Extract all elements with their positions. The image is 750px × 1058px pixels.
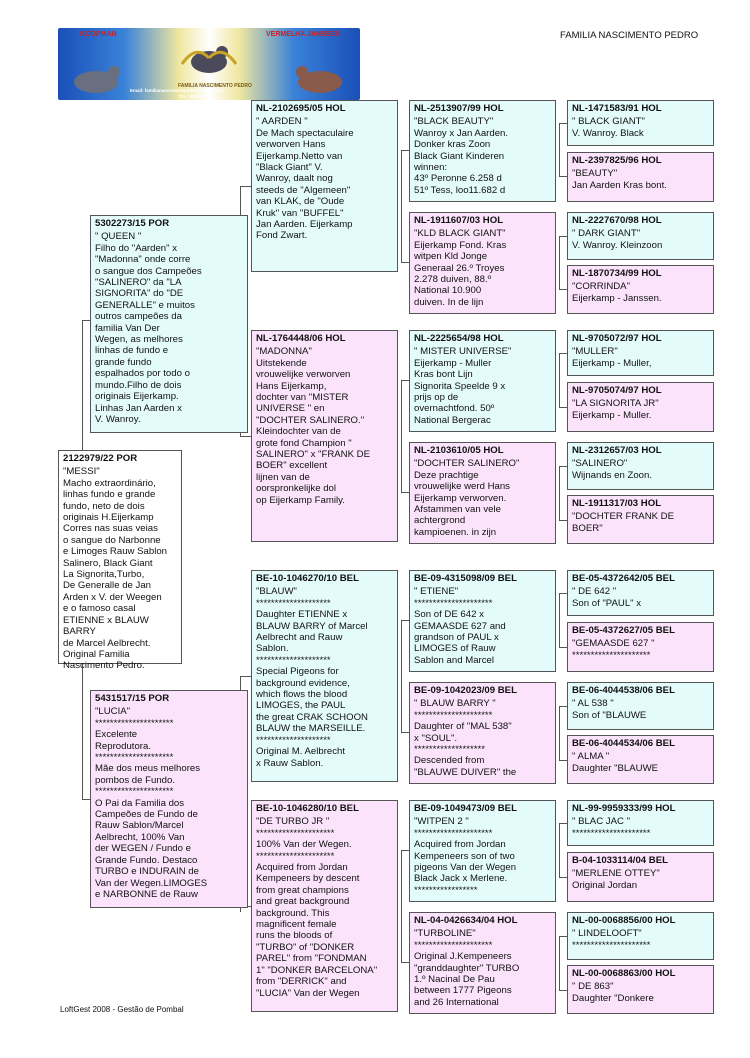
ring-number: NL-2513907/99 HOL (414, 103, 504, 114)
ring-number: BE-10-1046270/10 BEL (256, 573, 359, 584)
connector-line (559, 407, 567, 408)
ring-number: NL-99-9959333/99 HOL (572, 803, 676, 814)
pigeon-description: "KLD BLACK GIANT" Eijerkamp Fond. Kras witpen Kld Jonge Generaal 26.º Troyes 2.278 duiven, 88.º National 10.900 duiven. In de lijn (414, 228, 507, 308)
pigeon-description: " MISTER UNIVERSE" Eijerkamp - Muller Kras bont Lijn Signorita Speelde 9 x prijs op de overnachtfond. 50º National Bergerac (414, 346, 512, 426)
ring-number: NL-04-0426634/04 HOL (414, 915, 518, 926)
pigeon-description: "MADONNA" Uitstekende vrouwelijke verworven Hans Eijerkamp, dochter van "MISTER UNIVERSE " en "DOCHTER SALINERO." Kleindochter van de grote fond Champion " SALINERO" x "FRANK DE BOER" excellent lijnen van de oorspronkelijke dol op Eijerkamp Family. (256, 346, 370, 506)
ring-number: NL-2312657/03 HOL (572, 445, 662, 456)
connector-line (401, 150, 409, 151)
ring-number: B-04-1033114/04 BEL (572, 855, 668, 866)
connector-line (401, 732, 409, 733)
connector-line (559, 760, 567, 761)
pedigree-box-gen5 (567, 800, 714, 846)
connector-line (559, 706, 560, 760)
pigeon-description: " DE 863" Daughter "Donkere (572, 981, 654, 1004)
pedigree-box-gen5 (567, 852, 714, 902)
pedigree-box-gen4 (409, 100, 556, 202)
connector-line (401, 380, 409, 381)
connector-line (559, 176, 567, 177)
connector-line (559, 123, 567, 124)
connector-line (401, 150, 402, 262)
pigeon-description: "MERLENE OTTEY" Original Jordan (572, 868, 660, 891)
pedigree-box-gen4 (409, 442, 556, 544)
connector-line (559, 236, 560, 289)
pedigree-box-gen4 (409, 800, 556, 902)
connector-line (240, 436, 251, 437)
pedigree-box-sire (90, 215, 248, 433)
pedigree-box-subject (58, 450, 182, 672)
connector-line (240, 186, 251, 187)
ring-number: BE-09-4315098/09 BEL (414, 573, 517, 584)
pedigree-box-gen5 (567, 912, 714, 960)
ring-number: NL-2227670/98 HOL (572, 215, 662, 226)
banner-email: Email: familianascimentopedro@gmail.com (130, 88, 224, 93)
connector-line (240, 186, 241, 215)
ring-number: 2122979/22 POR (63, 453, 138, 464)
pigeon-logo-icon (176, 34, 242, 84)
kennel-banner-logo (58, 28, 360, 100)
ring-number: BE-09-1049473/09 BEL (414, 803, 517, 814)
pedigree-box-gen5 (567, 382, 714, 432)
pigeon-description: "TURBOLINE" ********************* Original J.Kempeneers "granddaughter" TURBO 1.º Nacinal De Pau between 1777 Pigeons and 26 International (414, 928, 520, 1008)
pigeon-description: " QUEEN " Filho do "Aarden" x "Madonna" onde corre o sangue dos Campeões "SALINERO" da "LA SIGNORITA" do "DE GENERALLE" e muitos outros campeões da familia Van Der Wegen, as melhores linhas de fundo e grande fundo espalhados por todo o mundo.Filho de dois originais Eijerkamp. Linhas Jan Aarden x V. Wanroy. (95, 231, 202, 425)
connector-line (559, 466, 560, 520)
connector-line (559, 706, 567, 707)
ring-number: 5302273/15 POR (95, 218, 170, 229)
footer-credit: LoftGest 2008 - Gestão de Pombal (60, 1005, 184, 1014)
pigeon-description: " BLACK GIANT" V. Wanroy. Black (572, 116, 645, 139)
connector-line (401, 850, 402, 962)
connector-line (82, 799, 90, 800)
ring-number: BE-06-4044534/06 BEL (572, 738, 675, 749)
left-pigeon-photo-icon (66, 60, 126, 96)
pedigree-box-gen3 (251, 100, 398, 272)
pigeon-description: "LA SIGNORITA JR" Eijerkamp - Muller. (572, 398, 659, 421)
connector-line (401, 620, 409, 621)
connector-line (401, 850, 409, 851)
owner-name: FAMILIA NASCIMENTO PEDRO (560, 30, 699, 41)
pigeon-description: " BLAC JAC " ********************* (572, 816, 651, 839)
pigeon-description: "SALINERO" Wijnands en Zoon. (572, 458, 652, 481)
pigeon-description: "DOCHTER FRANK DE BOER" (572, 511, 675, 534)
pedigree-box-gen5 (567, 330, 714, 376)
connector-line (401, 492, 409, 493)
connector-line (240, 908, 241, 912)
pedigree-box-gen5 (567, 265, 714, 314)
ring-number: NL-1764448/06 HOL (256, 333, 346, 344)
pedigree-box-gen5 (567, 212, 714, 260)
ring-number: NL-9705074/97 HOL (572, 385, 662, 396)
connector-line (559, 466, 567, 467)
pedigree-box-gen5 (567, 495, 714, 544)
connector-line (559, 647, 567, 648)
pigeon-description: "DOCHTER SALINERO" Deze prachtige vrouwelijke werd Hans Eijerkamp verworven. Afstammen van vele achtergrond kampioenen. in zijn (414, 458, 520, 538)
connector-line (559, 236, 567, 237)
connector-line (559, 353, 567, 354)
pedigree-box-gen5 (567, 442, 714, 490)
connector-line (559, 520, 567, 521)
pedigree-box-gen4 (409, 912, 556, 1014)
pigeon-description: " LINDELOOFT" ********************* (572, 928, 651, 951)
pedigree-box-gen4 (409, 212, 556, 314)
banner-right-title: VERMELHA JANSSEN (266, 31, 341, 38)
connector-line (559, 593, 567, 594)
pigeon-description: " BLAUW BARRY " ********************* Daughter of "MAL 538" x "SOUL". ******************* Descended from "BLAUWE DUIVER" the (414, 698, 517, 778)
ring-number: 5431517/15 POR (95, 693, 170, 704)
connector-line (559, 936, 567, 937)
connector-line (82, 664, 83, 799)
connector-line (559, 353, 560, 407)
banner-phone: TEL: 939 457 672 (178, 94, 215, 99)
connector-line (401, 262, 409, 263)
banner-center-text: FAMILIA NASCIMENTO PEDRO (178, 83, 252, 89)
pedigree-box-gen5 (567, 100, 714, 146)
connector-line (82, 320, 83, 450)
pedigree-box-dam (90, 690, 248, 908)
pigeon-description: " DE 642 " Son of "PAUL" x (572, 586, 642, 609)
pedigree-box-gen3 (251, 800, 398, 1012)
pedigree-box-gen3 (251, 570, 398, 782)
connector-line (401, 380, 402, 492)
ring-number: NL-2225654/98 HOL (414, 333, 504, 344)
pigeon-description: " ETIENE" ********************* Son of DE 642 x GEMAASDE 627 and grandson of PAUL x LIMOGES of Rauw Sablon and Marcel (414, 586, 506, 666)
connector-line (401, 620, 402, 732)
pigeon-description: " ALMA " Daughter "BLAUWE (572, 751, 659, 774)
pedigree-box-gen3 (251, 330, 398, 542)
ring-number: NL-1911317/03 HOL (572, 498, 662, 509)
connector-line (559, 123, 560, 176)
ring-number: NL-9705072/97 HOL (572, 333, 662, 344)
connector-line (240, 676, 251, 677)
pedigree-box-gen5 (567, 152, 714, 202)
ring-number: BE-05-4372642/05 BEL (572, 573, 675, 584)
pedigree-box-gen4 (409, 330, 556, 432)
pigeon-description: "BLACK BEAUTY" Wanroy x Jan Aarden. Donker kras Zoon Black Giant Kinderen winnen: 43º Peronne 6.258 d 51º Tess, loo11.682 d (414, 116, 509, 196)
pigeon-description: "MULLER" Eijerkamp - Muller, (572, 346, 652, 369)
pigeon-description: "WITPEN 2 " ********************* Acquired from Jordan Kempeneers son of two pigeons Van der Wegen Black Jack x Merlene. ***************** (414, 816, 517, 896)
connector-line (559, 936, 560, 990)
pedigree-box-gen5 (567, 682, 714, 730)
connector-line (559, 823, 560, 877)
pigeon-description: "GEMAASDE 627 " ********************* (572, 638, 655, 661)
ring-number: BE-09-1042023/09 BEL (414, 685, 517, 696)
connector-line (559, 823, 567, 824)
connector-line (559, 877, 567, 878)
pigeon-description: " AL 538 " Son of "BLAUWE (572, 698, 647, 721)
pedigree-box-gen4 (409, 570, 556, 672)
right-pigeon-photo-icon (290, 60, 350, 96)
pedigree-box-gen5 (567, 622, 714, 672)
connector-line (240, 676, 241, 690)
ring-number: NL-2103610/05 HOL (414, 445, 504, 456)
pigeon-description: "BLAUW" ******************** Daughter ETIENNE x BLAUW BARRY of Marcel Aelbrecht and Rauw Sablon. ******************** Special Pigeons for background evidence, which flows the blood LIMOGES, the PAUL the great CRAK SCHOON BLAUW the MARSEILLE. ******************** Original M. Aelbrecht x Rauw Sablon. (256, 586, 368, 769)
ring-number: NL-2102695/05 HOL (256, 103, 346, 114)
connector-line (559, 990, 567, 991)
connector-line (559, 289, 567, 290)
connector-line (559, 593, 560, 647)
pigeon-description: "BEAUTY" Jan Aarden Kras bont. (572, 168, 667, 191)
ring-number: NL-00-0068863/00 HOL (572, 968, 676, 979)
pigeon-description: " AARDEN " De Mach spectaculaire verworven Hans Eijerkamp.Netto van "Black Giant" V. Wanroy, daalt nog steeds de "Algemeen" van KLAK, de "Oude Kruk" van "BUFFEL" Jan Aarden. Eijerkamp Fond Zwart. (256, 116, 354, 242)
pigeon-description: "LUCIA" ********************* Excelente Reprodutora. ********************* Mãe dos meus melhores pombos de Fundo. ********************* O Pai da Familia dos Campeões de Fundo de Rauw Sablon/Marcel Aelbrecht, 100% Van der WEGEN / Fundo e Grande Fundo. Destaco TURBO e INDURAIN de Van der Wegen.LIMOGES e NARBONNE de Rauw (95, 706, 208, 900)
ring-number: NL-1870734/99 HOL (572, 268, 662, 279)
pedigree-box-gen5 (567, 735, 714, 784)
ring-number: NL-2397825/96 HOL (572, 155, 662, 166)
connector-line (401, 962, 409, 963)
pigeon-description: "DE TURBO JR " ********************* 100% Van der Wegen. ********************* Acquired from Jordan Kempeneers by descent from great champions and great background background. This magnificent female runs the bloods of "TURBO" of "DONKER PAREL" from "FONDMAN 1" "DONKER BARCELONA" from "DERRICK" and "LUCIA" Van der Wegen (256, 816, 378, 999)
pigeon-description: " DARK GIANT" V. Wanroy. Kleinzoon (572, 228, 663, 251)
ring-number: BE-05-4372627/05 BEL (572, 625, 675, 636)
pedigree-box-gen5 (567, 965, 714, 1014)
connector-line (82, 320, 90, 321)
pedigree-box-gen5 (567, 570, 714, 616)
ring-number: NL-1911607/03 HOL (414, 215, 504, 226)
banner-left-title: KOOPMAN (80, 31, 117, 38)
pigeon-description: "CORRINDA" Eijerkamp - Janssen. (572, 281, 662, 304)
ring-number: NL-00-0068856/00 HOL (572, 915, 676, 926)
ring-number: BE-06-4044538/06 BEL (572, 685, 675, 696)
pedigree-box-gen4 (409, 682, 556, 784)
pigeon-description: "MESSI" Macho extraordinário, linhas fundo e grande fundo, neto de dois originais H.Eijerkamp Corres nas suas veias o sangue do Narbonne e Limoges Rauw Sablon Salinero, Black Giant La Signorita,Turbo, De Generalle de Jan Arden x V. der Weegen e o famoso casal ETIENNE x BLAUW BARRY de Marcel Aelbrecht. Original Familia Nascimento Pedro. (63, 466, 167, 672)
ring-number: NL-1471583/91 HOL (572, 103, 662, 114)
ring-number: BE-10-1046280/10 BEL (256, 803, 359, 814)
